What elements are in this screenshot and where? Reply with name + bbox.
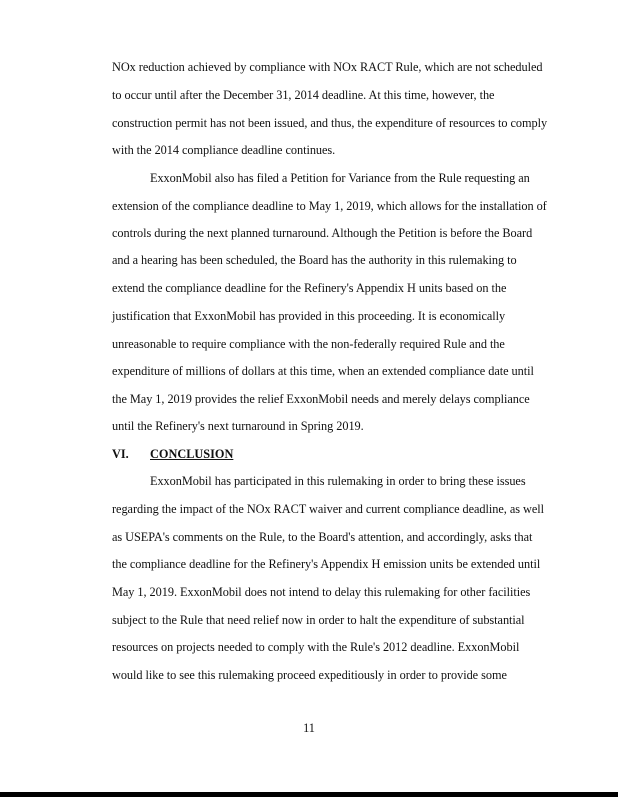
section-number: VI. xyxy=(112,447,129,461)
text-line: construction permit has not been issued, and thus, the expenditure of resources to comply xyxy=(112,116,548,130)
text-line: the May 1, 2019 provides the relief ExxonMobil needs and merely delays compliance xyxy=(112,392,530,406)
text-line: ExxonMobil also has filed a Petition for Variance from the Rule requesting an xyxy=(150,171,530,185)
text-line: expenditure of millions of dollars at this time, when an extended compliance date until xyxy=(112,364,534,378)
text-line: regarding the impact of the NOx RACT waiver and current compliance deadline, as well xyxy=(112,502,544,516)
page-number: 11 xyxy=(303,721,315,735)
text-line: ExxonMobil has participated in this rulemaking in order to bring these issues xyxy=(150,474,526,488)
text-line: the compliance deadline for the Refinery's Appendix H emission units be extended until xyxy=(112,557,541,571)
text-line: until the Refinery's next turnaround in Spring 2019. xyxy=(112,419,364,433)
text-line: as USEPA's comments on the Rule, to the Board's attention, and accordingly, asks that xyxy=(112,530,533,544)
text-line: unreasonable to require compliance with the non-federally required Rule and the xyxy=(112,337,505,351)
text-line: extend the compliance deadline for the Refinery's Appendix H units based on the xyxy=(112,281,507,295)
text-line: subject to the Rule that need relief now in order to halt the expenditure of substantial xyxy=(112,613,525,627)
text-line: resources on projects needed to comply with the Rule's 2012 deadline. ExxonMobil xyxy=(112,640,520,654)
text-line: May 1, 2019. ExxonMobil does not intend to delay this rulemaking for other facilities xyxy=(112,585,531,599)
text-line: with the 2014 compliance deadline continues. xyxy=(112,143,336,157)
text-line: NOx reduction achieved by compliance with NOx RACT Rule, which are not scheduled xyxy=(112,60,543,74)
section-title: CONCLUSION xyxy=(150,447,234,461)
text-line: and a hearing has been scheduled, the Board has the authority in this rulemaking to xyxy=(112,253,517,267)
text-line: would like to see this rulemaking proceed expeditiously in order to provide some xyxy=(112,668,507,682)
text-line: justification that ExxonMobil has provided in this proceeding. It is economically xyxy=(112,309,506,323)
text-line: extension of the compliance deadline to May 1, 2019, which allows for the installation of xyxy=(112,199,547,213)
bottom-border-rule xyxy=(0,792,618,797)
text-line: controls during the next planned turnaround. Although the Petition is before the Board xyxy=(112,226,533,240)
text-line: to occur until after the December 31, 2014 deadline. At this time, however, the xyxy=(112,88,495,102)
